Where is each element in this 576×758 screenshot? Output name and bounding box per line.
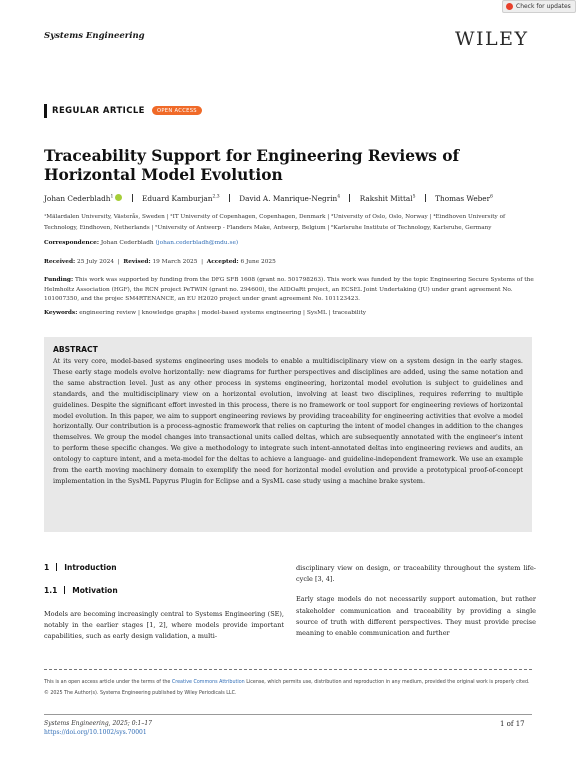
article-dates: Received: 25 July 2024 | Revised: 19 March 2025 | Accepted: 6 June 2025 — [44, 259, 276, 265]
author-name[interactable]: Johan Cederbladh — [44, 194, 111, 203]
body-text-left: Models are becoming increasingly central to Systems Engineering (SE), notably in the earlier stages [1, 2], where models provide important capabilities, such as early design validation, a multi- — [44, 610, 284, 641]
keywords: Keywords: engineering review | knowledge graphs | model-based systems engineering | SysML | traceability — [44, 310, 367, 316]
footnote-divider — [44, 669, 532, 670]
open-access-badge: OPEN ACCESS — [152, 106, 202, 115]
check-for-updates-button[interactable]: Check for updates — [502, 0, 576, 13]
article-type-bar — [44, 104, 47, 118]
author-name[interactable]: Eduard Kamburjan — [142, 194, 213, 203]
license-footnote: This is an open access article under the terms of the Creative Commons Attribution License, which permits use, distribution and reproduction in any medium, provided the original work is properly cited. © 2025 The Author(s). Systems Engineering published by Wiley Periodicals LLC. — [44, 680, 530, 696]
subsection-heading: 1.1 Motivation — [44, 586, 118, 595]
crossmark-icon — [506, 3, 513, 10]
author-name[interactable]: Rakshit Mittal — [359, 194, 413, 203]
page-number: 1 of 17 — [500, 720, 525, 728]
article-type: REGULAR ARTICLE — [52, 106, 145, 116]
footer-divider — [44, 714, 532, 715]
license-link[interactable]: Creative Commons Attribution — [171, 680, 245, 685]
abstract-heading: ABSTRACT — [53, 345, 98, 354]
funding-statement: Funding: This work was supported by funding from the DFG SFB 1608 (grant no. 501798263). This work was funded by the topic Engineering Secure Systems of the Helmholtz Association (HGF), the RCN project PeTWIN (grant no. 294600), the AIDOaRt project, an ECSEL Joint Undertaking (JU) under grant agreement No. 101007350, and the projec SM4RTENANCE, an EU H2020 project under grant agreement No. 101123423. — [44, 277, 534, 302]
citation: Systems Engineering, 2025; 0:1–17 — [44, 720, 152, 727]
abstract-text: At its very core, model-based systems engineering uses models to enable a multidisciplinary view on a system design in the early stages. These early stage models evolve horizontally: new diagrams for further perspectives and disciplines are added, using the same notation and the same abstraction level. Just as any other process in systems engineering, horizontal model evolution is subject to guidelines and standards, and the multidisciplinary view on a horizontal evolution, involving at least two disciplines, requires referring to multiple guidelines. Despite the significant effort invested in this process, there is no framework or tool support for engineering reviews of horizontal model evolution. In this paper, we aim to support engineering reviews by providing traceability for engineering activities that evolve a model horizontally. Our contribution is a process-agnostic framework that relies on capturing the intent of model changes in addition to the changes themselves. We group the model changes into transactional units called deltas, which are subsequently annotated with the engineer's intent to perform these specific changes. We give a methodology to integrate such intent-annotated deltas into engineering reviews and audits, an ontology to capture intent, and a meta-model for the deltas to achieve a language- and guideline-independent framework. We use an example from the earth moving machinery domain to exemplify the need for horizontal model evolution and provide a prototypical proof-of-concept implementation in the SysML Papyrus Plugin for Eclipse and a SysML case study using a machine brake system. — [53, 357, 523, 485]
journal-name: Systems Engineering — [44, 31, 145, 41]
doi-link[interactable]: https://doi.org/10.1002/sys.70001 — [44, 729, 147, 736]
body-text-right: disciplinary view on design, or traceability throughout the system life-cycle [3, 4]. Early stage models do not necessarily support automation, but rather stakeholder communication and traceability by providing a single source of truth with different perspectives. They must provide precise meaning to enable communication and further — [296, 564, 536, 638]
author-name[interactable]: David A. Manrique-Negrin — [239, 194, 338, 203]
email-link[interactable]: (johan.cederbladh@mdu.se) — [155, 240, 239, 246]
author-name[interactable]: Thomas Weber — [435, 194, 491, 203]
orcid-icon[interactable] — [115, 194, 122, 201]
correspondence: Correspondence: Johan Cederbladh (johan.cederbladh@mdu.se) — [44, 240, 239, 246]
author-list: Johan Cederbladh$^1$ Eduard Kamburjan$^{2,3}$ David A. Manrique-Negrin$^4$ Rakshit Mittal$^5$ Thomas Weber$^6$ — [44, 194, 493, 203]
publisher-logo: WILEY — [455, 28, 529, 50]
section-heading: 1 Introduction — [44, 563, 117, 572]
abstract-box — [44, 337, 532, 532]
article-title: Traceability Support for Engineering Reviews of Horizontal Model Evolution — [44, 147, 460, 184]
affiliations: ¹Mälardalen University, Västerås, Sweden | ²IT University of Copenhagen, Copenhagen, Denmark | ³University of Oslo, Oslo, Norway | ⁴Eindhoven University of Technology, Eindhoven, Netherlands | ⁵University of Antwerp - Flanders Make, Antwerp, Belgium | ⁶Karlsruhe Institute of Technology, Karlsruhe, Germany — [44, 214, 506, 231]
